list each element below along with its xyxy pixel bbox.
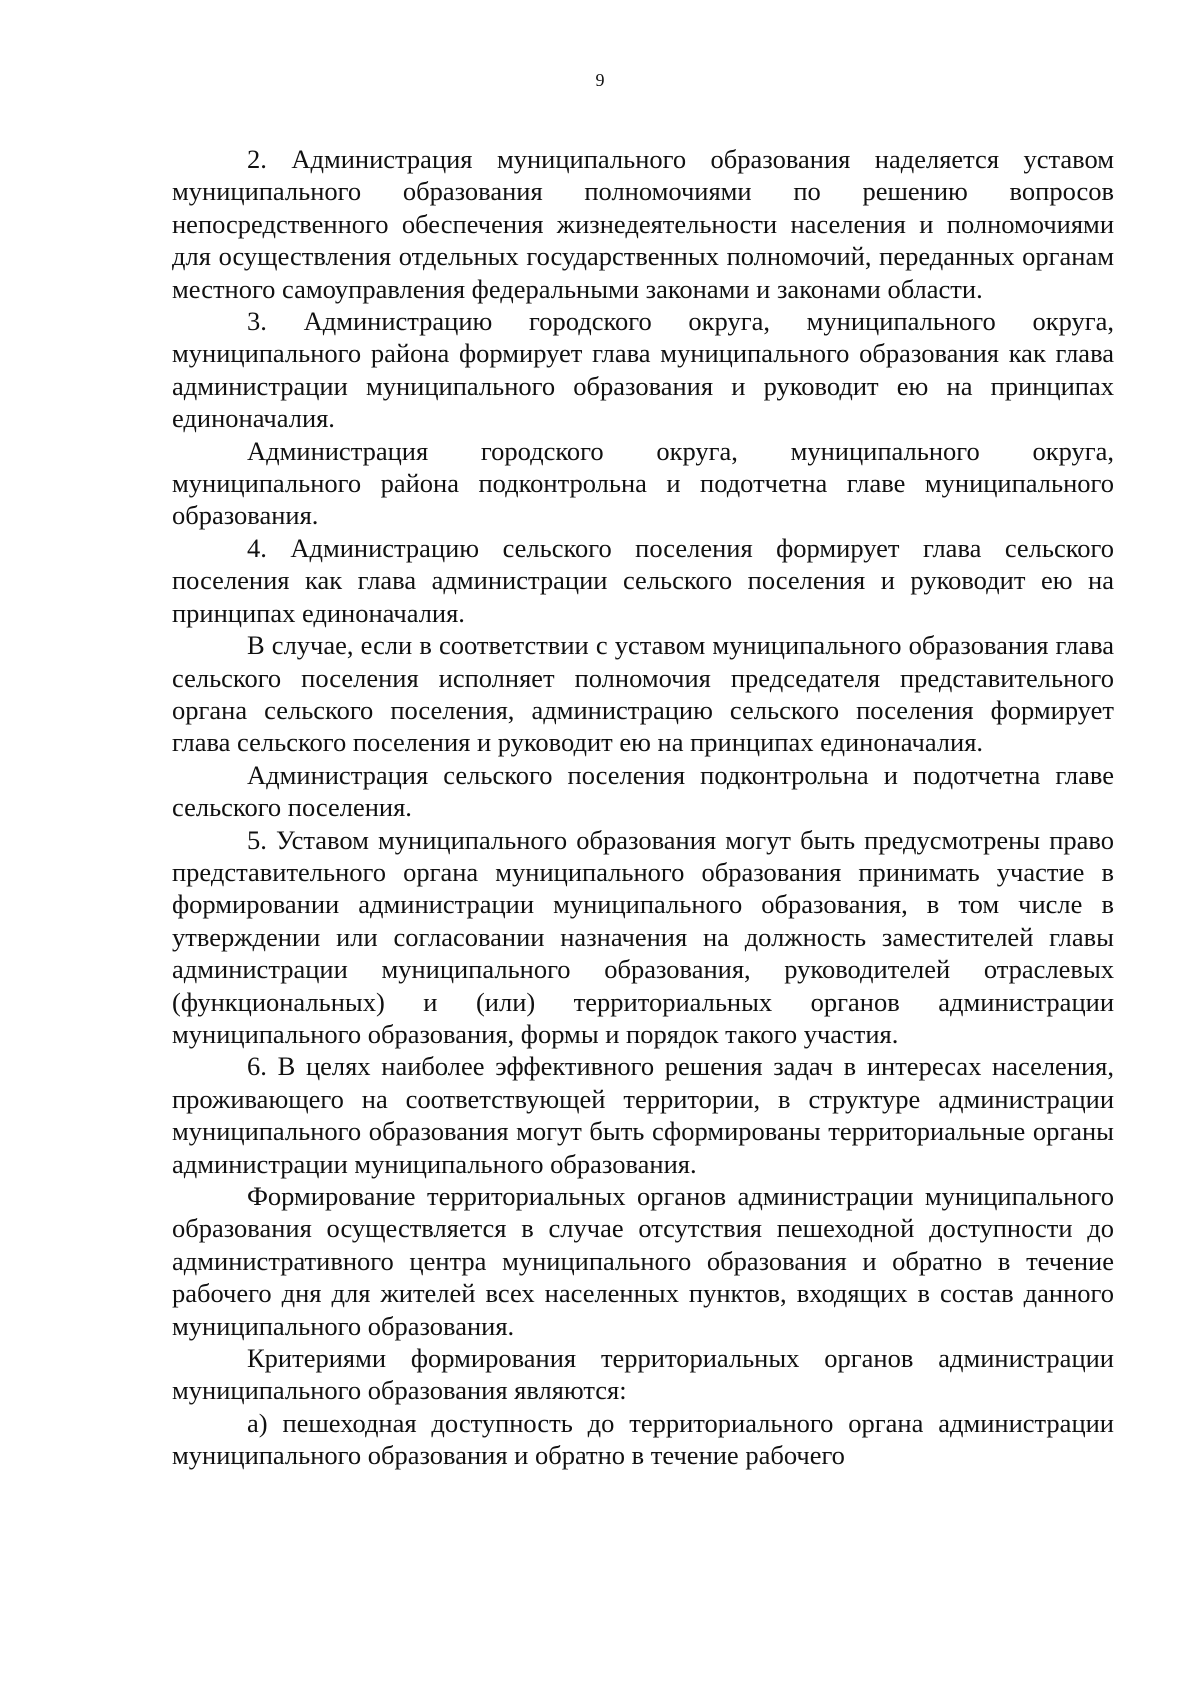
paragraph-section-4: 4. Администрацию сельского поселения формирует глава сельского поселения как глава администрации сельского поселения и руководит ею на принципах единоначалия. <box>172 532 1114 628</box>
paragraph-section-6: 6. В целях наиболее эффективного решения задач в интересах населения, проживающего на соответствующей территории, в структуре администрации муниципального образования могут быть сформированы территориальные органы администрации муниципального образования. <box>172 1051 1114 1179</box>
paragraph-section-5: 5. Уставом муниципального образования могут быть предусмотрены право представительного органа муниципального образования принимать участие в формировании администрации муниципального образования, в том числе в утверждении или согласовании назначения на должность заместителей главы администрации муниципального образования, руководителей отраслевых (функциональных) и (или) территориальных органов администрации муниципального образования, формы и порядок такого участия. <box>172 824 1114 1049</box>
paragraph-criterion-a: а) пешеходная доступность до территориального органа администрации муниципального образования и обратно в течение рабочего <box>172 1407 1114 1471</box>
paragraph-section-6-formation: Формирование территориальных органов администрации муниципального образования осуществляется в случае отсутствия пешеходной доступности до административного центра муниципального образования и обратно в течение рабочего дня для жителей всех населенных пунктов, входящих в состав данного муниципального образования. <box>172 1181 1114 1341</box>
paragraph-section-4-accountability: Администрация сельского поселения подконтрольна и подотчетна главе сельского поселения. <box>172 759 1114 823</box>
paragraph-section-3-accountability: Администрация городского округа, муниципального округа, муниципального района подконтрольна и подотчетна главе муниципального образования. <box>172 435 1114 531</box>
paragraph-section-6-criteria: Критериями формирования территориальных органов администрации муниципального образования являются: <box>172 1343 1114 1406</box>
paragraph-section-3: 3. Администрацию городского округа, муниципального округа, муниципального района формирует глава муниципального образования как глава администрации муниципального образования и руководит ею на принципах единоначалия. <box>172 306 1114 434</box>
paragraph-section-4-case: В случае, если в соответствии с уставом муниципального образования глава сельского поселения исполняет полномочия председателя представительного органа сельского поселения, администрацию сельского поселения формирует глава сельского поселения и руководит ею на принципах единоначалия. <box>172 630 1114 758</box>
paragraph-section-2: 2. Администрация муниципального образования наделяется уставом муниципального образования полномочиями по решению вопросов непосредственного обеспечения жизнедеятельности населения и полномочиями для осуществления отдельных государственных полномочий, переданных органам местного самоуправления федеральными законами и законами области. <box>172 144 1114 304</box>
page-number: 9 <box>595 70 605 90</box>
document-body <box>172 143 1114 1472</box>
